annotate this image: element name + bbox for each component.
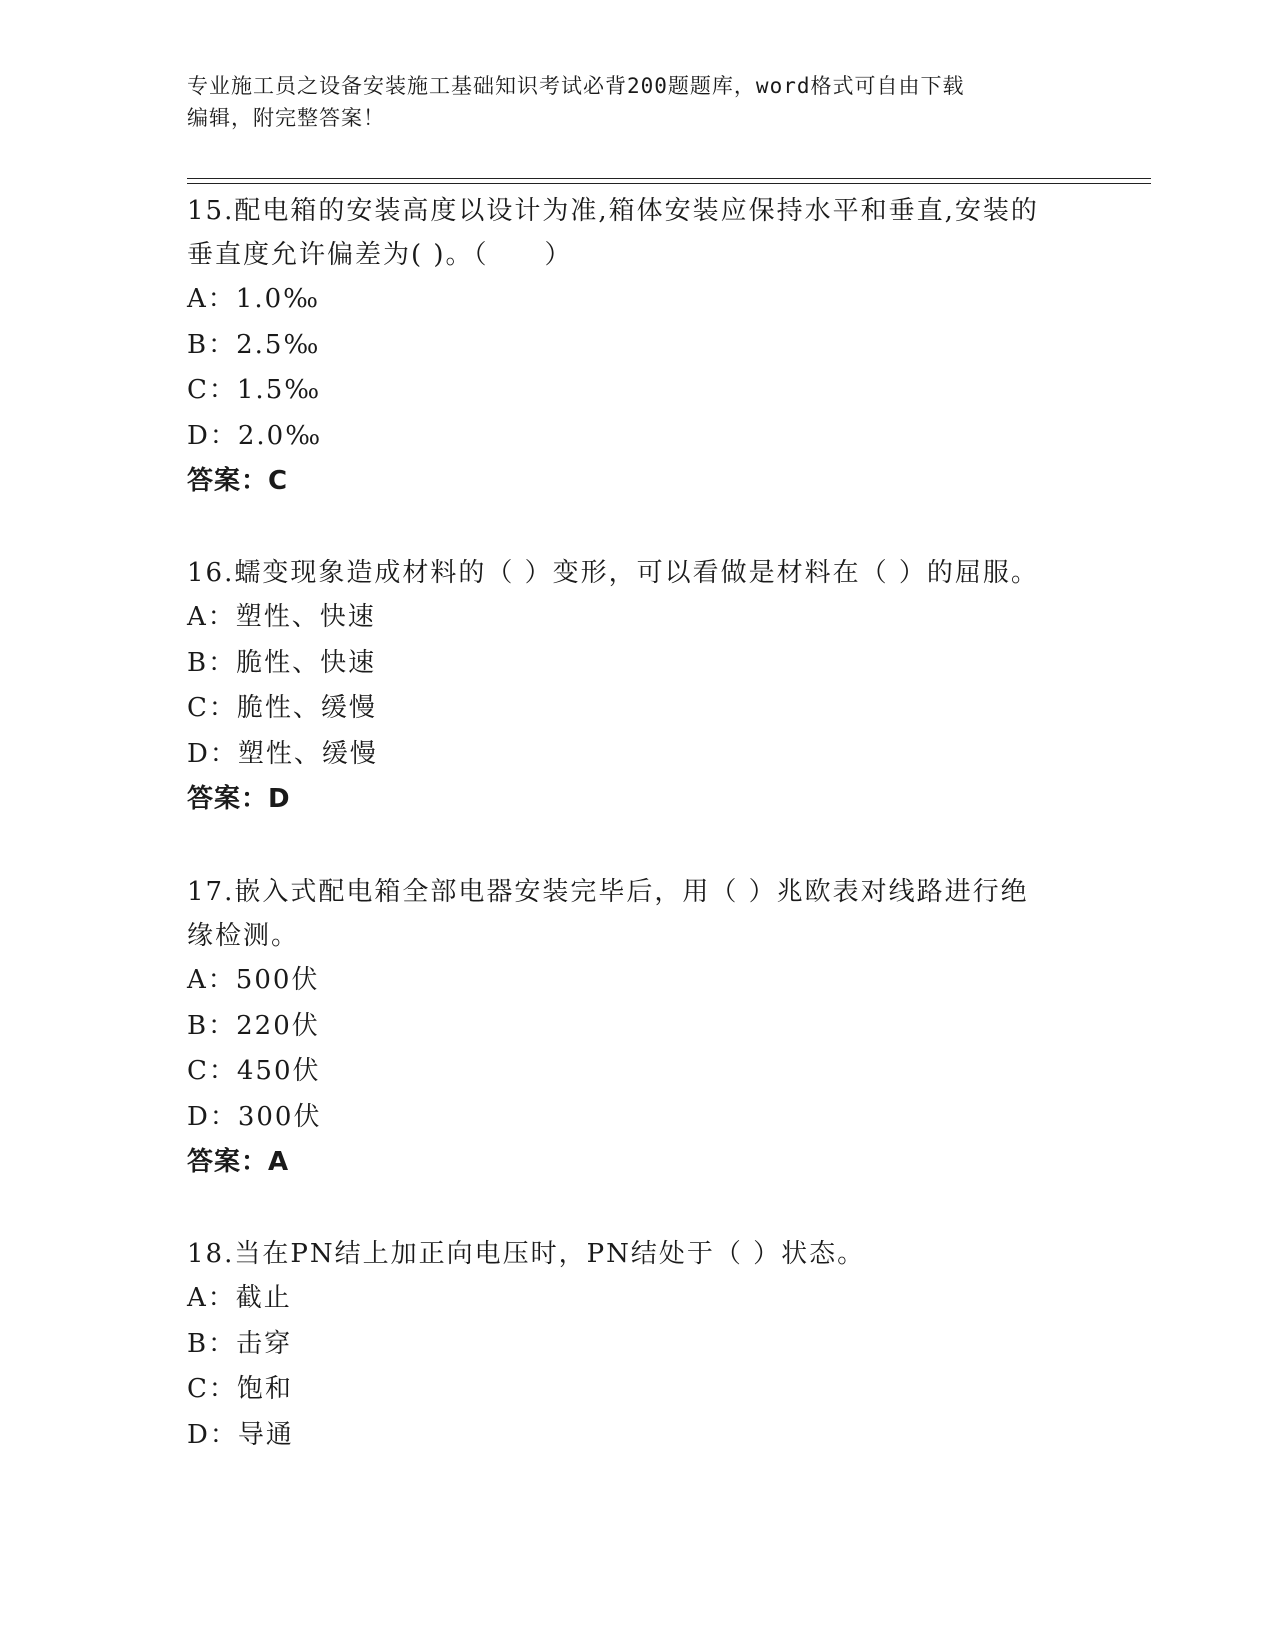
question-16 [187,551,1087,822]
option-c: C：450伏 [187,1056,321,1086]
answer: 答案：D [187,784,291,814]
question-stem-line: 17.嵌入式配电箱全部电器安装完毕后，用（ ）兆欧表对线路进行绝 [187,877,1029,907]
option-c: C：饱和 [187,1374,293,1404]
option-a: A：截止 [187,1283,292,1313]
option-d: D：300伏 [187,1101,322,1132]
option-c: C：1.5‰ [187,375,322,405]
question-18 [187,1232,1087,1458]
option-d: D：塑性、缓慢 [187,738,378,769]
header-divider-bottom [187,183,1151,184]
option-b: B：2.5‰ [187,329,321,360]
answer: 答案：C [187,466,289,496]
option-b: B：击穿 [187,1328,293,1359]
question-stem-line: 15.配电箱的安装高度以设计为准,箱体安装应保持水平和垂直,安装的 [187,196,1039,226]
header-line-1: 专业施工员之设备安装施工基础知识考试必背200题题库，word格式可自由下载 [187,74,965,98]
option-a: A：500伏 [187,965,320,995]
answer: 答案：A [187,1147,290,1177]
question-stem-line: 垂直度允许偏差为( )。（ ） [187,240,573,270]
question-15 [187,189,1087,504]
question-stem-line: 16.蠕变现象造成材料的（ ）变形，可以看做是材料在（ ）的屈服。 [187,558,1039,588]
header-line-2: 编辑，附完整答案！ [187,106,385,130]
question-stem-line: 18.当在PN结上加正向电压时，PN结处于（ ）状态。 [187,1239,866,1269]
option-a: A：1.0‰ [187,284,321,314]
option-a: A：塑性、快速 [187,602,376,632]
option-d: D：2.0‰ [187,420,323,451]
option-b: B：220伏 [187,1010,320,1041]
option-c: C：脆性、缓慢 [187,693,377,723]
option-b: B：脆性、快速 [187,647,377,678]
option-d: D：导通 [187,1419,294,1450]
question-17 [187,870,1087,1185]
question-stem-line: 缘检测。 [187,921,300,951]
header-divider-top [187,178,1151,179]
document-header [187,70,1087,134]
